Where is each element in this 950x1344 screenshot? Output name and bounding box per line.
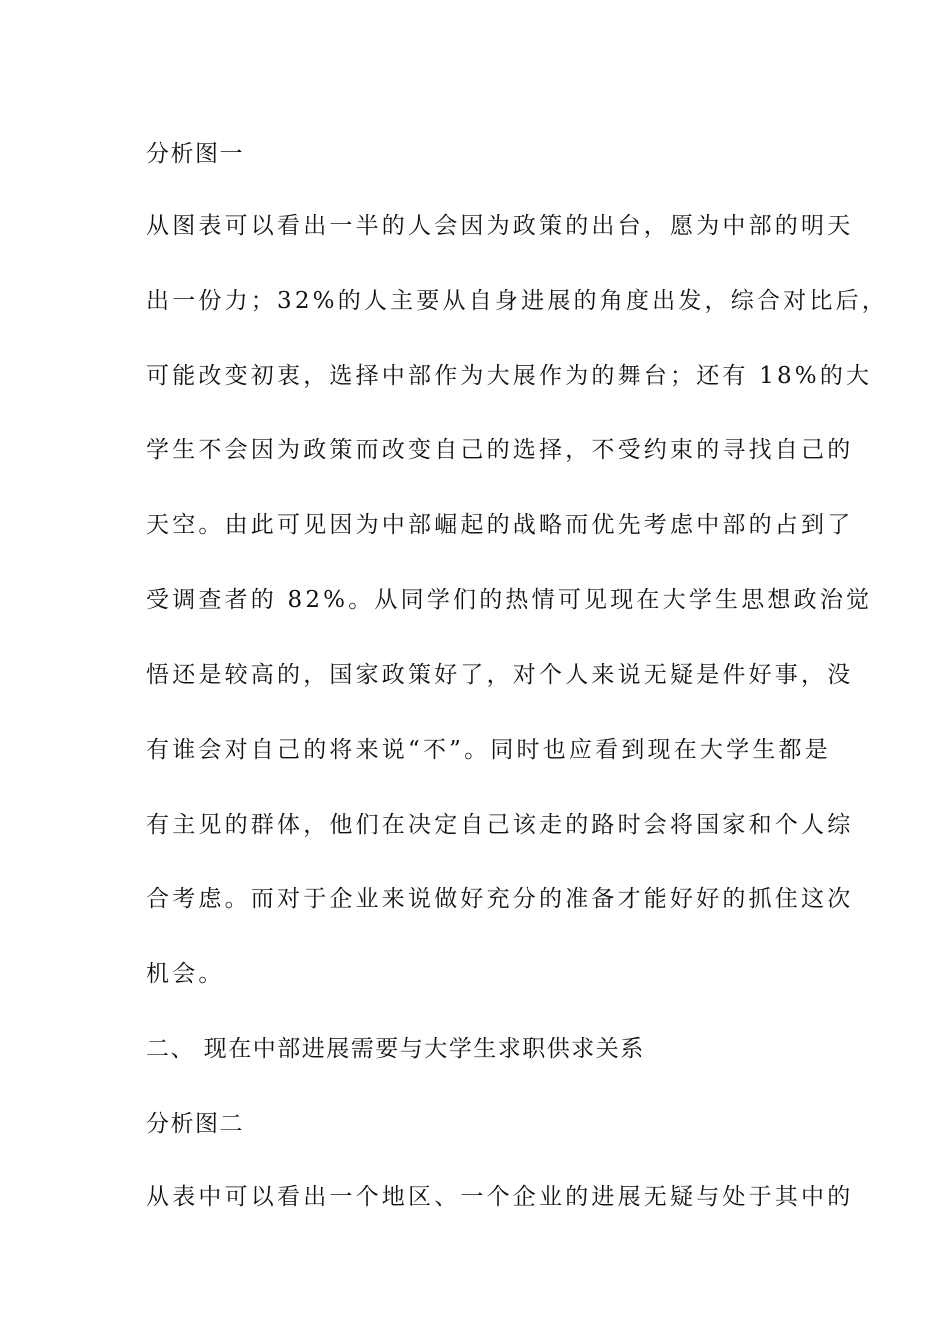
paragraph-line: 从图表可以看出一半的人会因为政策的出台，愿为中部的明天 bbox=[146, 213, 854, 239]
paragraph-line: 天空。由此可见因为中部崛起的战略而优先考虑中部的占到了 bbox=[146, 512, 854, 538]
paragraph-line: 受调查者的 82%。从同学们的热情可见现在大学生思想政治觉 bbox=[146, 587, 873, 613]
figure-heading-1: 分析图一 bbox=[146, 141, 244, 167]
paragraph-line: 可能改变初衷，选择中部作为大展作为的舞台；还有 18%的大 bbox=[146, 363, 873, 389]
figure-heading-2: 分析图二 bbox=[146, 1111, 244, 1137]
section-heading: 二、 现在中部进展需要与大学生求职供求关系 bbox=[146, 1036, 645, 1062]
paragraph-line: 合考虑。而对于企业来说做好充分的准备才能好好的抓住这次 bbox=[146, 886, 854, 912]
paragraph-line: 出一份力；32%的人主要从自身进展的角度出发，综合对比后， bbox=[146, 288, 888, 314]
paragraph-line: 有主见的群体，他们在决定自己该走的路时会将国家和个人综 bbox=[146, 812, 854, 838]
paragraph-line: 从表中可以看出一个地区、一个企业的进展无疑与处于其中的 bbox=[146, 1184, 854, 1210]
paragraph-line: 有谁会对自己的将来说“不”。同时也应看到现在大学生都是 bbox=[146, 737, 831, 763]
paragraph-line: 机会。 bbox=[146, 961, 225, 987]
paragraph-line: 学生不会因为政策而改变自己的选择，不受约束的寻找自己的 bbox=[146, 437, 854, 463]
paragraph-line: 悟还是较高的，国家政策好了，对个人来说无疑是件好事，没 bbox=[146, 662, 854, 688]
